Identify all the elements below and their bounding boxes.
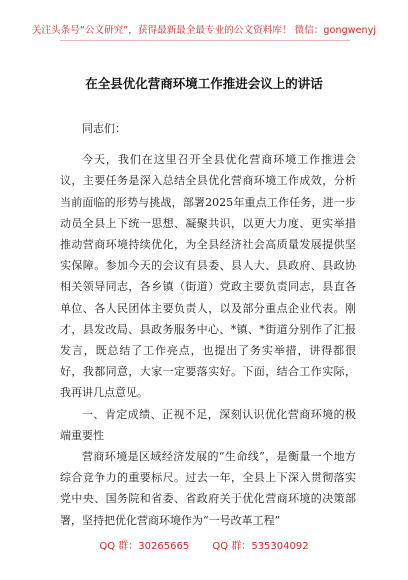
paragraph: 今天，我们在这里召开全县优化营商环境工作推进会议，主要任务是深入总结全县优化营商环境工作成效，分析当前面临的形势与挑战，部署2025年重点工作任务，进一步动员全县上下统一思想、凝聚共识，以更大力度、更实举措推动营商环境持续优化，为全县经济社会高质量发展提供坚实保障。参加今天的会议有县委、县人大、县政府、县政协相关领导同志，各乡镇（街道）党政主要负责同志，县直各单位、各人民团体主要负责人，以及部分重点企业代表。刚才，县发改局、县政务服务中心、*镇、*街道分别作了汇报发言，既总结了工作亮点，也提出了务实举措，讲得都很好，我都同意，大家一定要落实好。下面，结合工作实际，我再讲几点意见。 — [60, 153, 356, 400]
header-divider — [60, 40, 350, 41]
footer-qq-group-2: QQ 群：535304092 — [212, 541, 309, 552]
section-heading: 一、肯定成绩、正视不足，深刻认识优化营商环境的极端重要性 — [60, 407, 356, 442]
document-body — [60, 118, 356, 531]
header-banner: 关注头条号“公文研究”，获得最新最全最专业的公文资料库！ 微信：gongwenyj — [31, 25, 377, 36]
document-title: 在全县优化营商环境工作推进会议上的讲话 — [85, 76, 323, 91]
footer-qq-group-1: QQ 群：30265665 — [99, 541, 190, 552]
salutation: 同志们： — [82, 122, 126, 135]
paragraph: 营商环境是区域经济发展的“生命线”，是衡量一个地方综合竞争力的重要标尺。过去一年，全县上下深入贯彻落实党中央、国务院和省委、省政府关于优化营商环境的决策部署，坚持把优化营商环境作为“一号改革工程” — [60, 450, 356, 527]
footer-contacts — [0, 537, 408, 552]
